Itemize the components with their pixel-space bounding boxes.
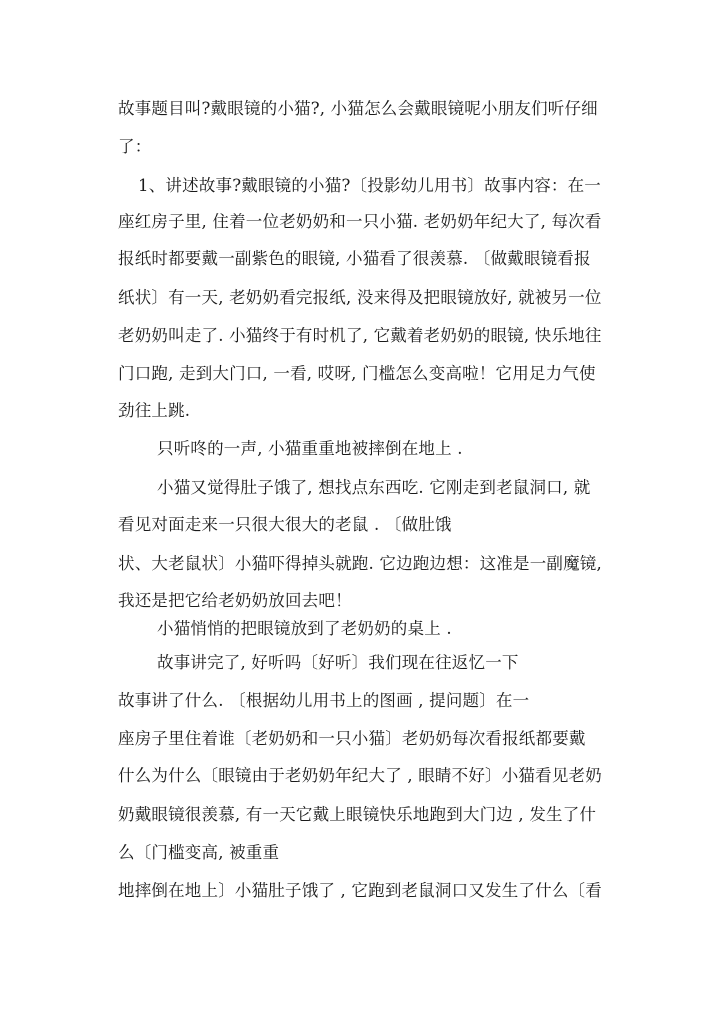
text-line: 故事题目叫?戴眼镜的小猫?, 小猫怎么会戴眼镜呢小朋友们听仔细: [118, 99, 598, 118]
text-line: 门口跑, 走到大门口, 一看, 哎呀, 门槛怎么变高啦！它用足力气使: [118, 364, 596, 383]
text-line: 1、讲述故事?戴眼镜的小猫?〔投影幼儿用书〕故事内容：在一: [138, 176, 601, 195]
text-line: 纸状〕有一天, 老奶奶看完报纸, 没来得及把眼镜放好, 就被另一位: [118, 288, 602, 307]
text-line: 座房子里住着谁〔老奶奶和一只小猫〕老奶奶每次看报纸都要戴: [118, 729, 586, 748]
text-line: 座红房子里, 住着一位老奶奶和一只小猫. 老奶奶年纪大了, 每次看: [118, 212, 602, 231]
text-line: 故事讲完了, 好听吗〔好听〕我们现在往返忆一下: [157, 653, 519, 672]
text-line: 只听咚的一声, 小猫重重地被摔倒在地上 .: [157, 439, 463, 458]
text-line: 看见对面走来一只很大很大的老鼠 . 〔做肚饿: [118, 515, 452, 534]
text-line: 什么为什么〔眼镜由于老奶奶年纪大了 , 眼睛不好〕小猫看见老奶: [118, 766, 602, 785]
text-line: 了：: [118, 137, 152, 156]
text-line: 么〔门槛变高, 被重重: [118, 843, 280, 862]
text-line: 我还是把它给老奶奶放回去吧！: [118, 591, 352, 610]
text-line: 故事讲了什么. 〔根据幼儿用书上的图画 , 提问题〕在一: [118, 691, 530, 710]
text-line: 地摔倒在地上〕小猫肚子饿了 , 它跑到老鼠洞口又发生了什么〔看: [118, 881, 602, 900]
text-line: 劲往上跳.: [118, 401, 191, 420]
text-line: 状、大老鼠状〕小猫吓得掉头就跑. 它边跑边想：这准是一副魔镜,: [118, 554, 602, 573]
text-line: 奶戴眼镜很羡慕, 有一天它戴上眼镜快乐地跑到大门边 , 发生了什: [118, 805, 597, 824]
text-line: 小猫又觉得肚子饿了, 想找点东西吃. 它刚走到老鼠洞口, 就: [157, 478, 591, 497]
text-line: 老奶奶叫走了. 小猫终于有时机了, 它戴着老奶奶的眼镜, 快乐地往: [118, 326, 602, 345]
text-line: 小猫悄悄的把眼镜放到了老奶奶的桌上 .: [157, 619, 452, 638]
text-line: 报纸时都要戴一副紫色的眼镜, 小猫看了很羡慕. 〔做戴眼镜看报: [118, 249, 591, 268]
